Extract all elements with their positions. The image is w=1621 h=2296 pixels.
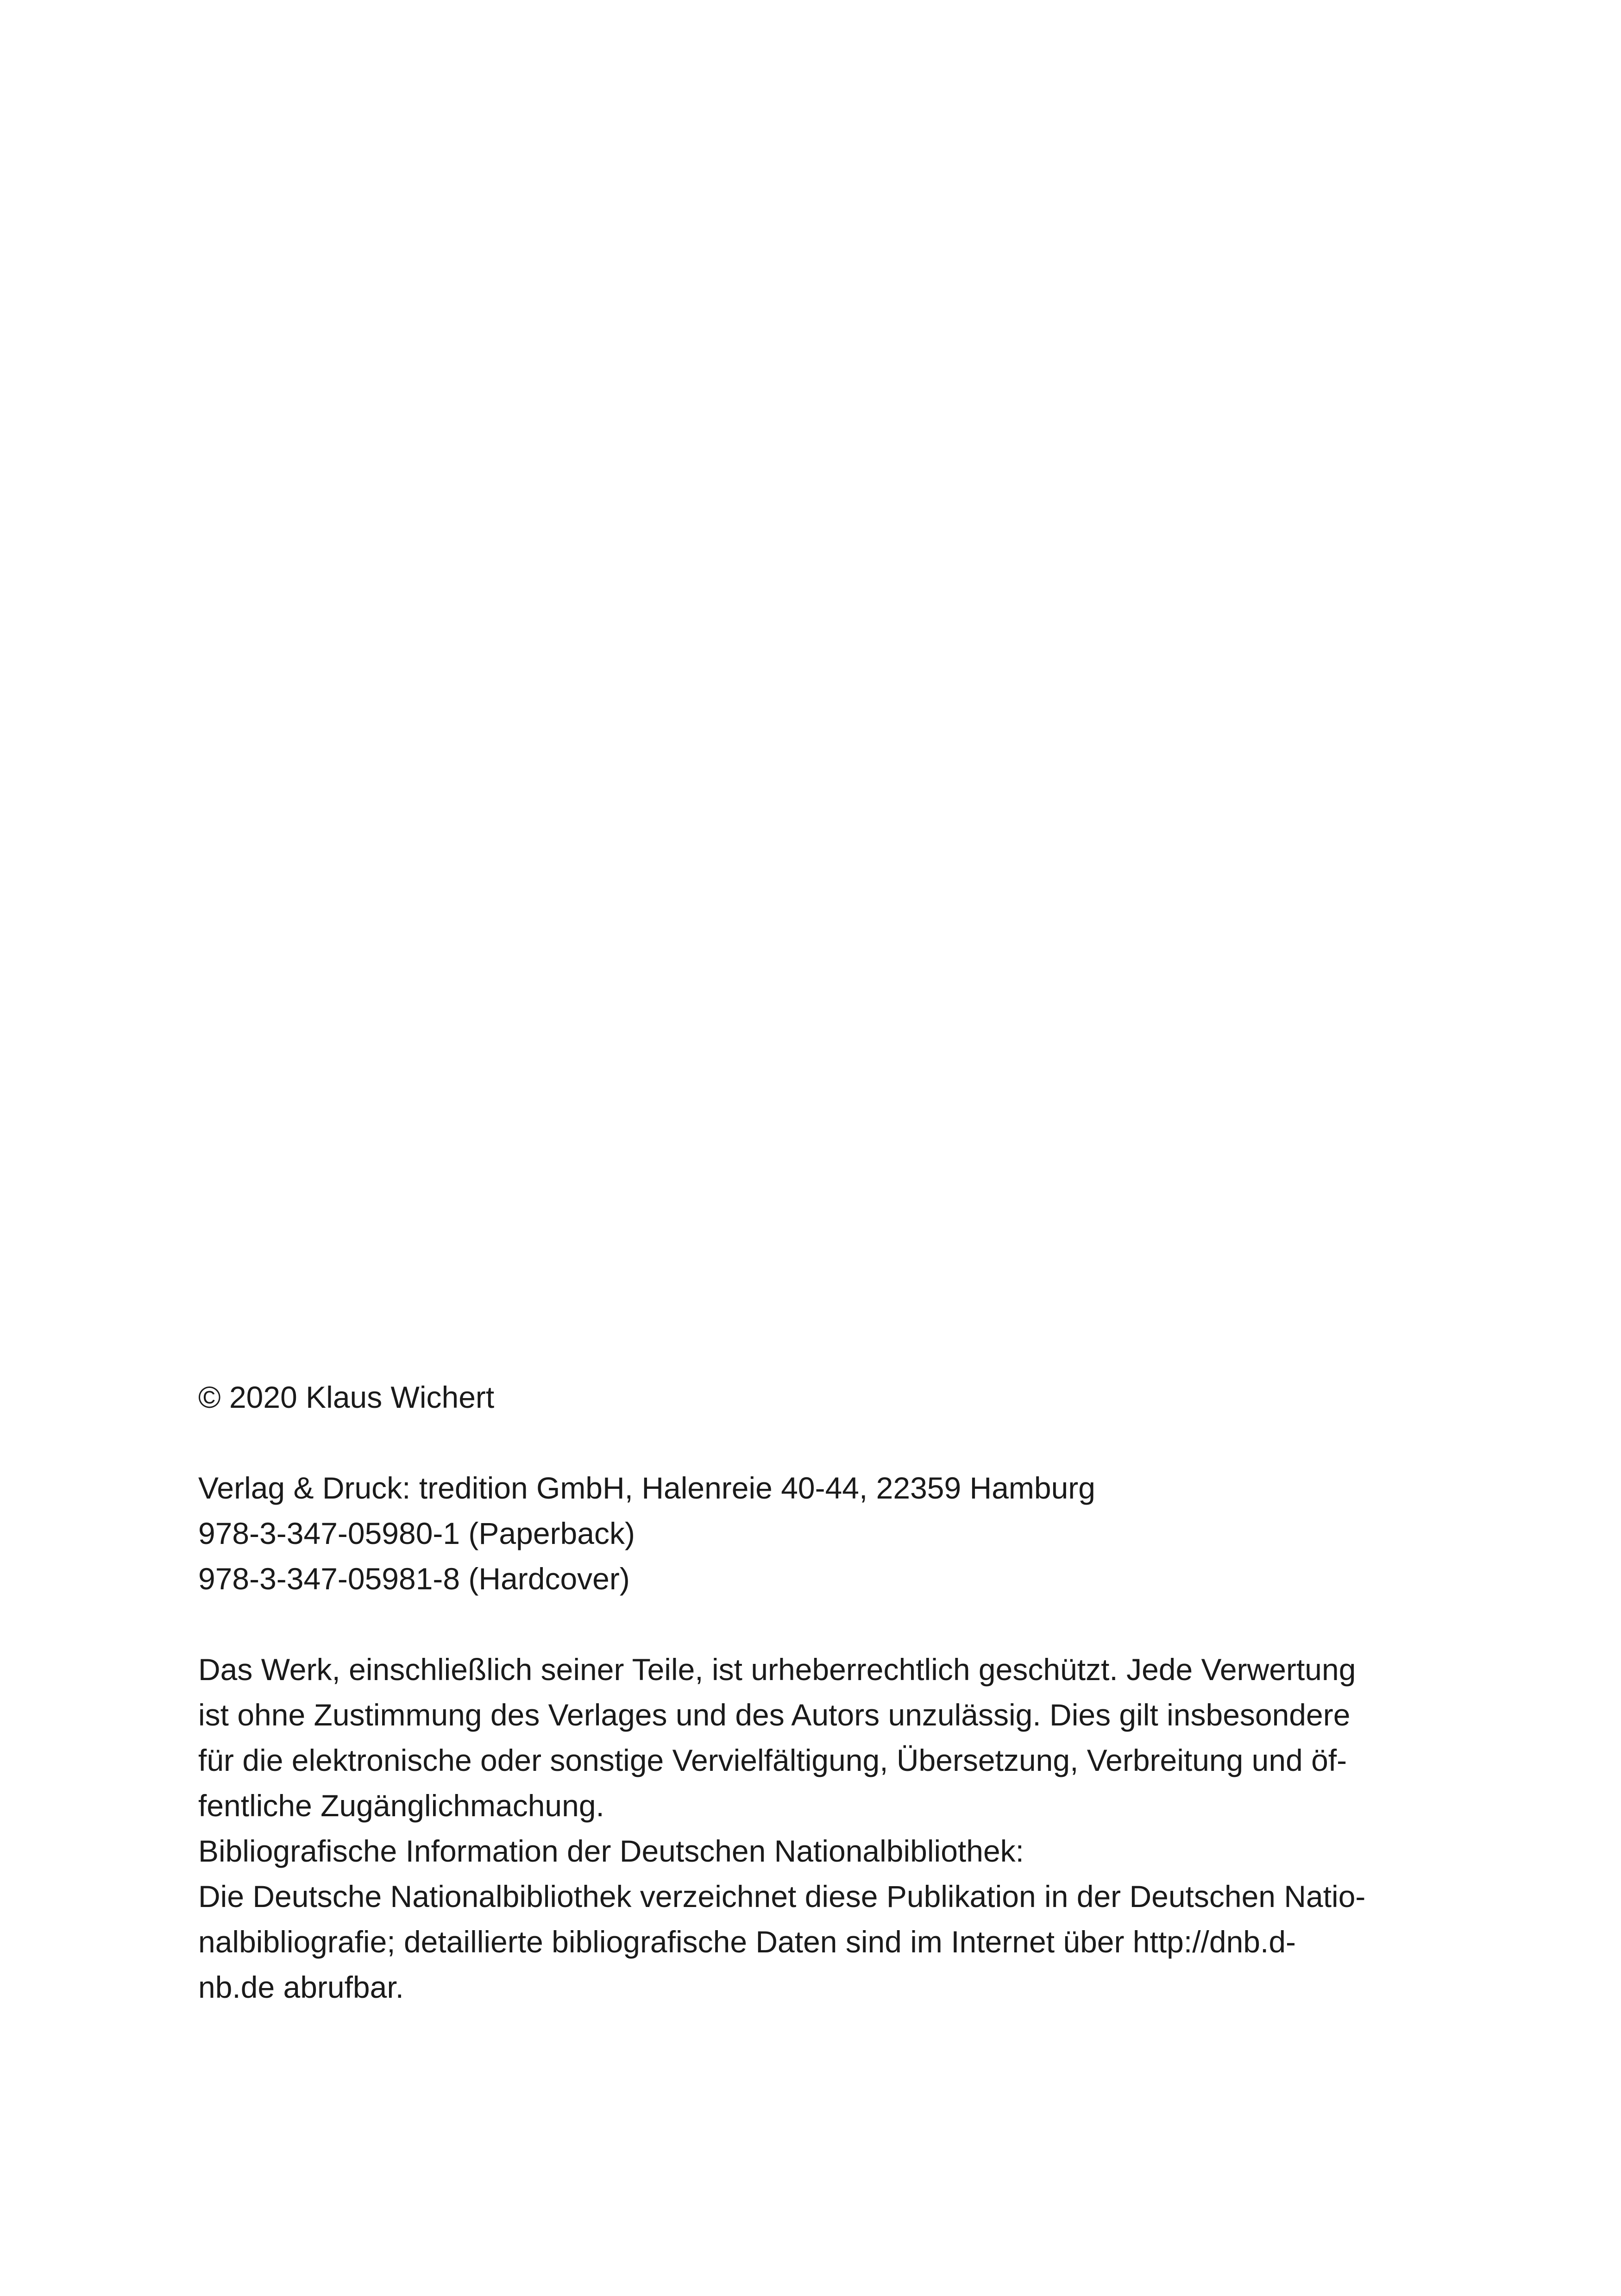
spacer <box>198 1601 1458 1647</box>
rights-line: für die elektronische oder sonstige Vervielfältigung, Übersetzung, Verbreitung und öf- <box>198 1743 1347 1777</box>
dnb-line: Die Deutsche Nationalbibliothek verzeichnet diese Publikation in der Deutschen Natio- <box>198 1879 1366 1913</box>
spacer <box>198 1420 1458 1465</box>
rights-line: ist ohne Zustimmung des Verlages und des Autors unzulässig. Dies gilt insbesondere <box>198 1698 1351 1732</box>
rights-line: fentliche Zugänglichmachung. <box>198 1788 604 1823</box>
dnb-line: nb.de abrufbar. <box>198 1970 404 2004</box>
isbn-hardcover: 978-3-347-05981-8 (Hardcover) <box>198 1562 630 1596</box>
dnb-line: nalbibliografie; detaillierte bibliografische Daten sind im Internet über http://dnb.d- <box>198 1925 1296 1959</box>
imprint-block <box>198 1374 1458 2010</box>
publisher-line: Verlag & Druck: tredition GmbH, Halenreie 40-44, 22359 Hamburg <box>198 1471 1095 1505</box>
dnb-heading: Bibliografische Information der Deutschen Nationalbibliothek: <box>198 1834 1024 1868</box>
rights-line: Das Werk, einschließlich seiner Teile, ist urheberrechtlich geschützt. Jede Verwertung <box>198 1652 1356 1687</box>
isbn-paperback: 978-3-347-05980-1 (Paperback) <box>198 1516 635 1550</box>
copyright-line: © 2020 Klaus Wichert <box>198 1380 495 1414</box>
